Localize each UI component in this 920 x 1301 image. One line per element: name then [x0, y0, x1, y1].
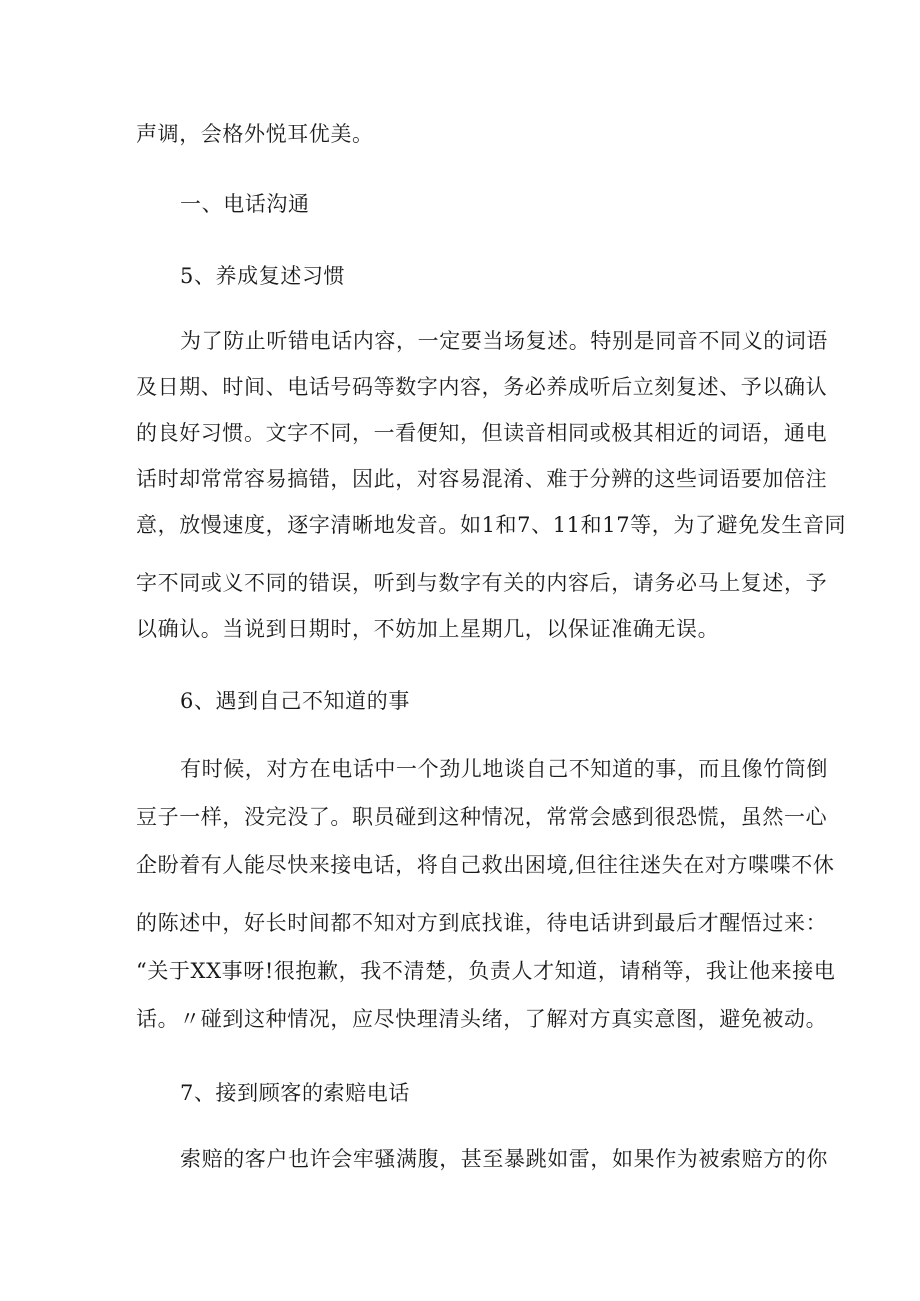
paragraph-line: “关于XX事呀!很抱歉，我不清楚，负责人才知道，请稍等，我让他来接电 — [136, 959, 836, 983]
continuation-line: 声调，会格外悦耳优美。 — [136, 122, 374, 146]
paragraph-line: 及日期、时间、电话号码等数字内容，务必养成听后立刻复述、予以确认 — [136, 375, 828, 399]
paragraph-line: 话时却常常容易搞错，因此，对容易混淆、难于分辨的这些词语要加倍注 — [136, 467, 828, 491]
paragraph-line: 的陈述中，好长时间都不知对方到底找谁，待电话讲到最后才醒悟过来： — [136, 911, 828, 935]
paragraph-line: 索赔的客户也许会牢骚满腹，甚至暴跳如雷，如果作为被索赔方的你 — [180, 1147, 828, 1171]
paragraph-line: 有时候，对方在电话中一个劲儿地谈自己不知道的事，而且像竹筒倒 — [180, 757, 828, 781]
paragraph-line: 豆子一样，没完没了。职员碰到这种情况，常常会感到很恐慌，虽然一心 — [136, 805, 828, 829]
paragraph-line: 为了防止听错电话内容，一定要当场复述。特别是同音不同义的词语 — [180, 329, 828, 353]
paragraph-line: 话。〃碰到这种情况，应尽快理清头绪，了解对方真实意图，避免被动。 — [136, 1007, 828, 1031]
section-heading: 一、电话沟通 — [180, 192, 310, 216]
paragraph-line: 的良好习惯。文字不同，一看便知，但读音相同或极其相近的词语，通电 — [136, 421, 828, 445]
subsection-heading-5: 5、养成复述习惯 — [180, 264, 346, 288]
paragraph-line: 以确认。当说到日期时，不妨加上星期几，以保证准确无误。 — [136, 617, 720, 641]
subsection-heading-6: 6、遇到自己不知道的事 — [180, 689, 410, 713]
paragraph-line: 意，放慢速度，逐字清晰地发音。如1和7、11和17等，为了避免发生音同 — [136, 513, 847, 537]
subsection-heading-7: 7、接到顾客的索赔电话 — [180, 1081, 410, 1105]
paragraph-line: 企盼着有人能尽快来接电话，将自己救出困境,但往往迷失在对方喋喋不休 — [136, 853, 835, 877]
paragraph-line: 字不同或义不同的错误，听到与数字有关的内容后，请务必马上复述，予 — [136, 571, 828, 595]
